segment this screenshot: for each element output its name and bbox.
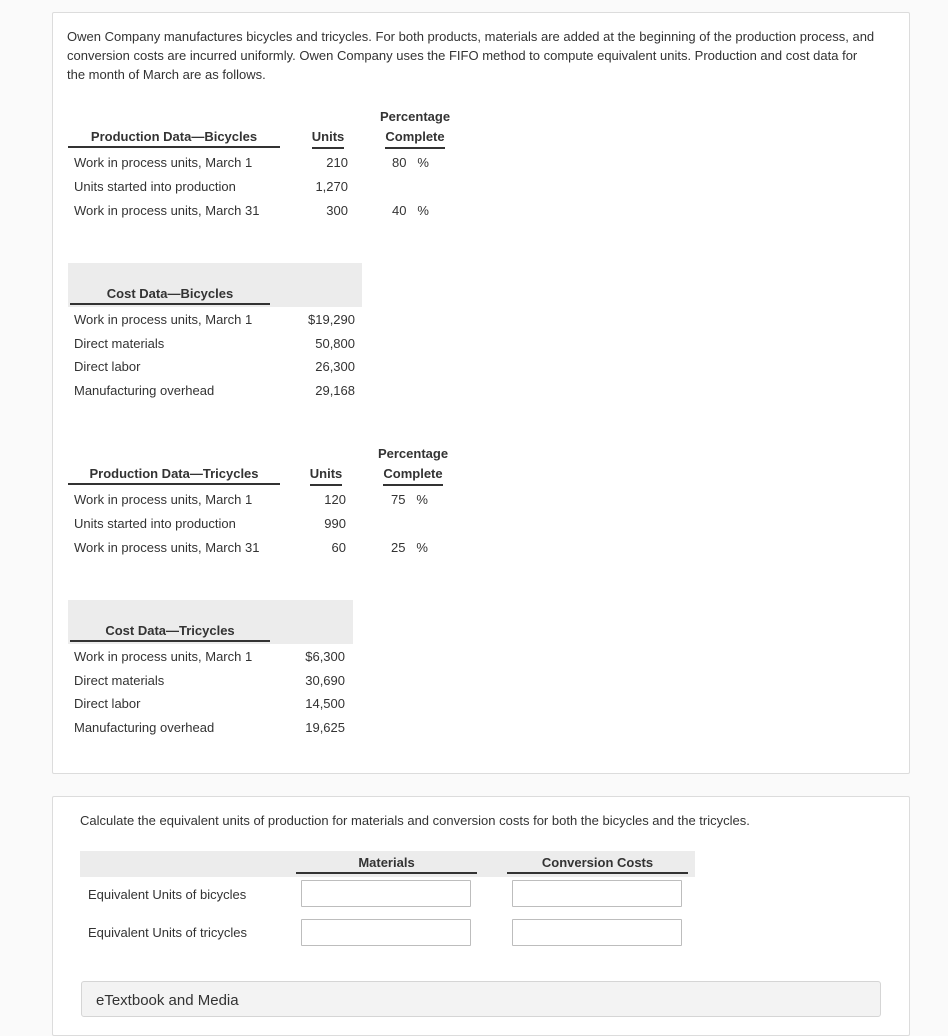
- row-label: Direct materials: [74, 336, 165, 351]
- row-label: Direct labor: [74, 696, 141, 711]
- cost-value: $6,300: [305, 649, 345, 664]
- row-label: Units started into production: [74, 179, 236, 194]
- units-value: 990: [324, 516, 346, 531]
- table-title: Cost Data—Tricycles: [70, 623, 270, 642]
- percent-value: 80 %: [392, 155, 429, 170]
- table-title: Production Data—Tricycles: [68, 466, 280, 485]
- problem-card: [52, 12, 910, 774]
- percent-value: 75 %: [391, 492, 428, 507]
- cost-value: 50,800: [315, 336, 355, 351]
- units-value: 120: [324, 492, 346, 507]
- cost-value: 19,625: [305, 720, 345, 735]
- tricycles-materials-input[interactable]: [301, 919, 471, 946]
- bicycles-materials-input[interactable]: [301, 880, 471, 907]
- row-label: Direct labor: [74, 359, 141, 374]
- row-label: Work in process units, March 31: [74, 203, 260, 218]
- row-label: Units started into production: [74, 516, 236, 531]
- cost-value: $19,290: [308, 312, 355, 327]
- row-label: Work in process units, March 1: [74, 492, 253, 507]
- equivalent-units-bicycles-label: Equivalent Units of bicycles: [88, 887, 247, 902]
- units-value: 1,270: [315, 179, 348, 194]
- etextbook-and-media-button[interactable]: eTextbook and Media: [81, 981, 881, 1017]
- equivalent-units-tricycles-label: Equivalent Units of tricycles: [88, 925, 247, 940]
- units-value: 210: [326, 155, 348, 170]
- materials-header: Materials: [296, 855, 477, 874]
- table-title: Production Data—Bicycles: [68, 129, 280, 148]
- percentage-complete-header: Percentage Complete: [371, 107, 459, 149]
- row-label: Manufacturing overhead: [74, 383, 215, 398]
- row-label: Work in process units, March 1: [74, 312, 253, 327]
- cost-value: 30,690: [305, 673, 345, 688]
- cost-value: 14,500: [305, 696, 345, 711]
- units-header: Units: [305, 127, 351, 149]
- row-label: Direct materials: [74, 673, 165, 688]
- bicycles-conversion-costs-input[interactable]: [512, 880, 682, 907]
- cost-value: 29,168: [315, 383, 355, 398]
- question-text: Calculate the equivalent units of production for materials and conversion costs for both the bicycles and the tricycles.: [80, 813, 750, 828]
- problem-intro: Owen Company manufactures bicycles and tricycles. For both products, materials are added at the beginning of the production process, and conversion costs are incurred uniformly. Owen Company uses the FIFO method to compute equivalent units. Production and cost data for the month of March are as follows.: [67, 29, 875, 82]
- row-label: Work in process units, March 1: [74, 155, 253, 170]
- cost-value: 26,300: [315, 359, 355, 374]
- row-label: Work in process units, March 1: [74, 649, 253, 664]
- tricycles-conversion-costs-input[interactable]: [512, 919, 682, 946]
- percentage-complete-header: Percentage Complete: [369, 444, 457, 486]
- units-value: 300: [326, 203, 348, 218]
- units-header: Units: [303, 464, 349, 486]
- table-title: Cost Data—Bicycles: [70, 286, 270, 305]
- conversion-costs-header: Conversion Costs: [507, 855, 688, 874]
- row-label: Work in process units, March 31: [74, 540, 260, 555]
- percent-value: 40 %: [392, 203, 429, 218]
- question-card: [52, 796, 910, 1036]
- row-label: Manufacturing overhead: [74, 720, 215, 735]
- percent-value: 25 %: [391, 540, 428, 555]
- units-value: 60: [331, 540, 346, 555]
